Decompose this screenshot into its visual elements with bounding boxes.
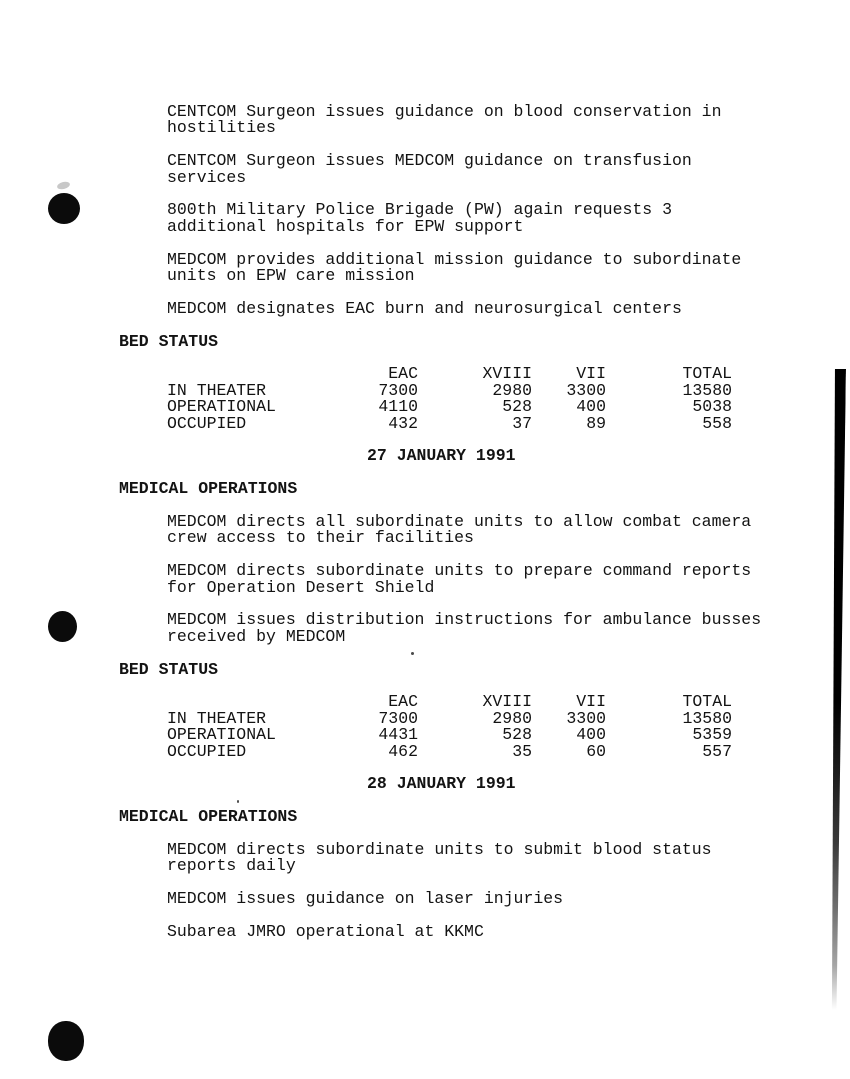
- document-content: [119, 104, 784, 940]
- row-label: IN THEATER: [167, 708, 267, 728]
- text-line: MEDCOM issues guidance on laser injuries: [167, 889, 564, 909]
- date-heading-jan28: 28 JANUARY 1991: [367, 774, 516, 794]
- column-header: VII: [576, 692, 606, 712]
- table-cell: 400: [576, 725, 606, 745]
- text-line: for Operation Desert Shield: [167, 577, 435, 597]
- column-header: EAC: [388, 364, 418, 384]
- column-header: EAC: [388, 692, 418, 712]
- text-line: MEDCOM designates EAC burn and neurosurgical centers: [167, 298, 682, 318]
- section-heading-medical-operations: MEDICAL OPERATIONS: [119, 479, 298, 499]
- text-line: CENTCOM Surgeon issues guidance on blood conservation in: [167, 102, 722, 121]
- paragraph: [119, 612, 784, 645]
- table-cell: 4110: [378, 397, 418, 417]
- text-line: MEDCOM directs subordinate units to prepare command reports: [167, 561, 752, 581]
- text-line: MEDCOM directs all subordinate units to allow combat camera: [167, 511, 752, 531]
- row-label: IN THEATER: [167, 380, 267, 400]
- paragraph: [119, 153, 784, 186]
- paragraph: [119, 202, 784, 235]
- column-header: XVIII: [482, 364, 532, 384]
- table-cell: 400: [576, 397, 606, 417]
- section-heading-bed-status: BED STATUS: [119, 331, 219, 351]
- table-cell: 557: [702, 741, 732, 761]
- paragraph: [119, 298, 784, 318]
- text-line: Subarea JMRO operational at KKMC: [167, 921, 484, 941]
- table-cell: 13580: [682, 380, 732, 400]
- table-cell: 60: [586, 741, 606, 761]
- paragraph: [119, 249, 784, 286]
- row-label: OPERATIONAL: [167, 725, 276, 745]
- row-label: OCCUPIED: [167, 413, 247, 433]
- text-line: MEDCOM issues distribution instructions for ambulance busses: [167, 610, 762, 630]
- text-line: CENTCOM Surgeon issues MEDCOM guidance on transfusion: [167, 151, 692, 171]
- text-line: received by MEDCOM: [167, 626, 346, 646]
- paragraph: [119, 563, 784, 596]
- table-cell: 558: [702, 413, 732, 433]
- text-line: units on EPW care mission: [167, 266, 415, 286]
- column-header: TOTAL: [682, 692, 732, 712]
- table-cell: 3300: [566, 380, 606, 400]
- section-heading-bed-status: BED STATUS: [119, 659, 219, 679]
- hole-punch-mark-middle: [48, 611, 77, 642]
- text-line: MEDCOM directs subordinate units to submit blood status: [167, 839, 712, 859]
- table-cell: 37: [512, 413, 532, 433]
- paragraph: [119, 891, 784, 907]
- table-cell: 432: [388, 413, 418, 433]
- table-cell: 5038: [692, 397, 732, 417]
- bed-status-table-jan26: [119, 366, 784, 432]
- text-line: services: [167, 167, 247, 187]
- row-label: OCCUPIED: [167, 741, 247, 761]
- table-cell: 35: [512, 741, 532, 761]
- bed-status-table-jan27: [119, 694, 784, 760]
- column-header: VII: [576, 364, 606, 384]
- text-line: crew access to their facilities: [167, 528, 474, 548]
- table-cell: 89: [586, 413, 606, 433]
- table-cell: 462: [388, 741, 418, 761]
- paragraph: [119, 839, 784, 876]
- table-cell: 7300: [378, 708, 418, 728]
- table-row: [119, 413, 784, 433]
- table-cell: 7300: [378, 380, 418, 400]
- section-heading-medical-operations: MEDICAL OPERATIONS: [119, 807, 298, 827]
- table-cell: 5359: [692, 725, 732, 745]
- text-line: 800th Military Police Brigade (PW) again requests 3: [167, 200, 672, 220]
- text-line: additional hospitals for EPW support: [167, 216, 524, 236]
- scan-edge-streak: [828, 369, 846, 1010]
- table-cell: 13580: [682, 708, 732, 728]
- table-cell: 3300: [566, 708, 606, 728]
- hole-punch-mark-bottom: [48, 1021, 84, 1061]
- paragraph: [119, 921, 784, 941]
- column-header: TOTAL: [682, 364, 732, 384]
- text-line: hostilities: [167, 118, 276, 138]
- table-row: [119, 741, 784, 761]
- hole-punch-mark-top: [48, 193, 80, 224]
- table-cell: 4431: [378, 725, 418, 745]
- text-line: reports daily: [167, 856, 296, 876]
- table-cell: 528: [502, 397, 532, 417]
- row-label: OPERATIONAL: [167, 397, 276, 417]
- table-cell: 2980: [492, 380, 532, 400]
- scan-smudge-mark: [56, 181, 70, 191]
- text-line: MEDCOM provides additional mission guidance to subordinate: [167, 249, 742, 269]
- paragraph: [119, 511, 784, 548]
- table-cell: 2980: [492, 708, 532, 728]
- paragraph: [119, 104, 784, 137]
- date-heading-jan27: 27 JANUARY 1991: [367, 446, 516, 466]
- table-cell: 528: [502, 725, 532, 745]
- column-header: XVIII: [482, 692, 532, 712]
